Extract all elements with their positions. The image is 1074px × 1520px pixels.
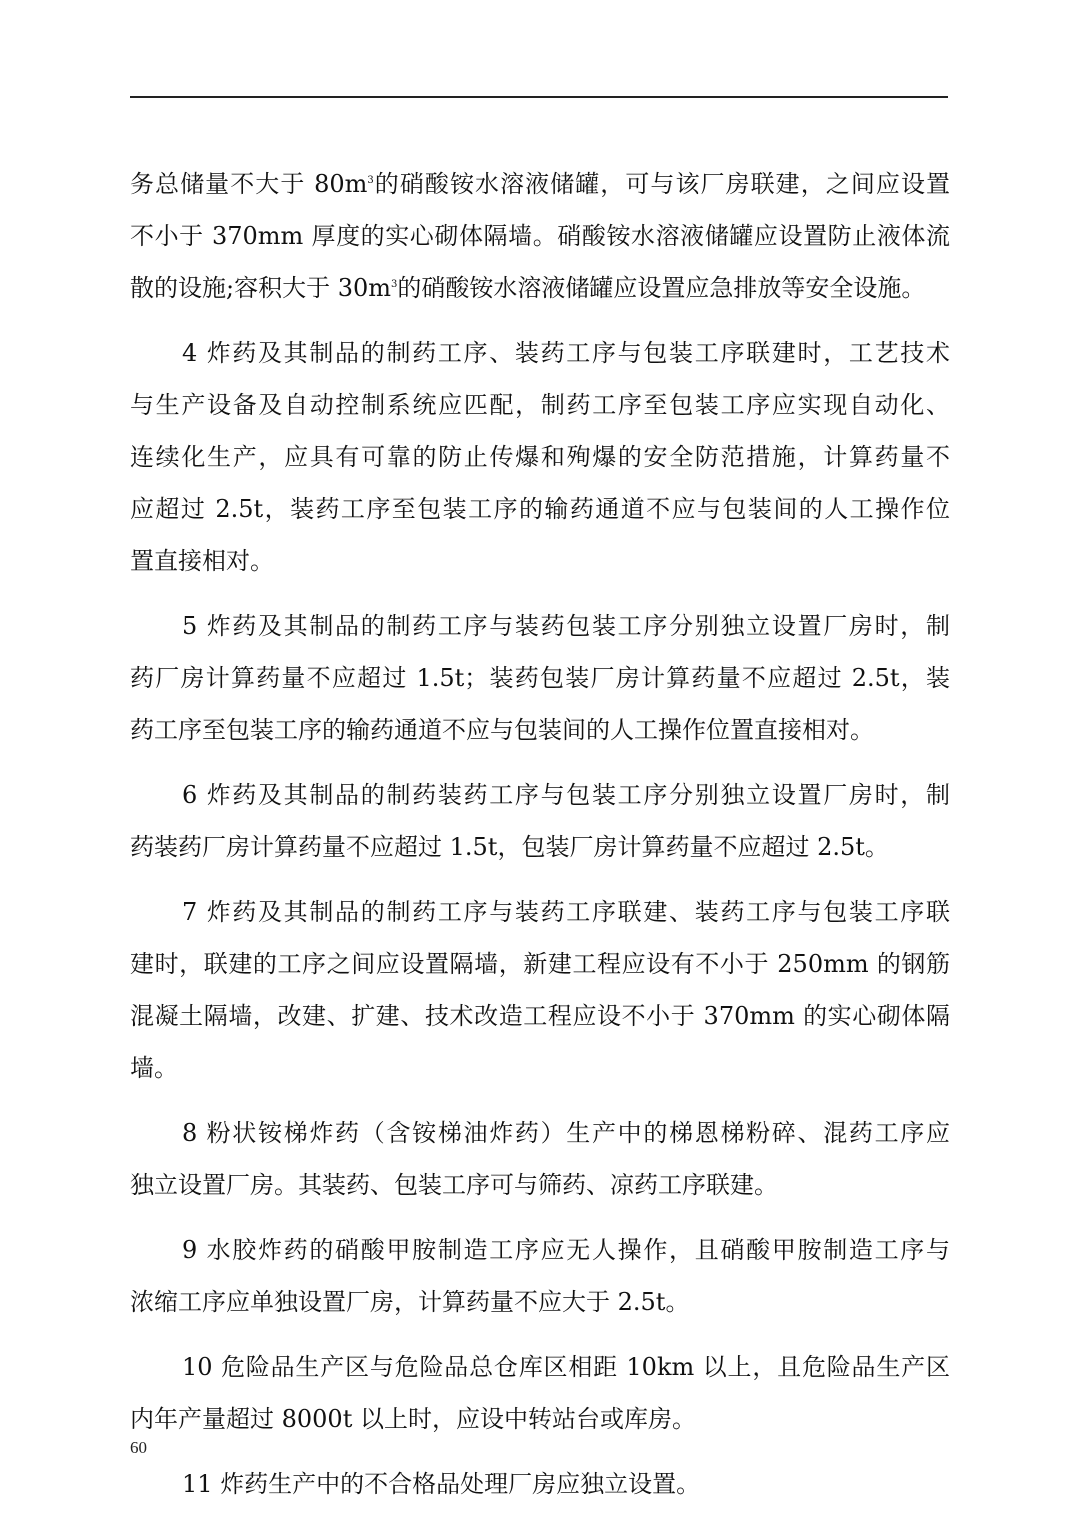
text-line: 置直接相对。 — [130, 547, 274, 575]
text-line: 药工序至包装工序的输药通道不应与包装间的人工操作位置直接相对。 — [130, 716, 874, 744]
clause-item-6 — [130, 769, 950, 873]
text-line: 9 水胶炸药的硝酸甲胺制造工序应无人操作，且硝酸甲胺制造工序与 — [182, 1236, 950, 1264]
text-line: 务总储量不大于 $80m^3$的硝酸铵水溶液储罐，可与该厂房联建，之间应设置 — [130, 170, 951, 198]
clause-item-8 — [130, 1107, 950, 1211]
clause-item-9 — [130, 1224, 950, 1328]
text-line: 10 危险品生产区与危险品总仓库区相距 10km 以上，且危险品生产区 — [182, 1353, 950, 1381]
clause-item-10 — [130, 1341, 950, 1445]
text-line: 11 炸药生产中的不合格品处理厂房应独立设置。 — [182, 1470, 701, 1498]
clause-item-4 — [130, 327, 950, 587]
text-line: 独立设置厂房。其装药、包装工序可与筛药、凉药工序联建。 — [130, 1171, 778, 1199]
text-line: 药装药厂房计算药量不应超过 1.5t，包装厂房计算药量不应超过 2.5t。 — [130, 833, 889, 861]
text-line: 应超过 2.5t，装药工序至包装工序的输药通道不应与包装间的人工操作位 — [130, 495, 950, 523]
clause-item-11 — [130, 1458, 950, 1510]
text-line: 与生产设备及自动控制系统应匹配，制药工序至包装工序应实现自动化、 — [130, 391, 950, 419]
text-line: 内年产量超过 8000t 以上时，应设中转站台或库房。 — [130, 1405, 696, 1433]
text-line: 浓缩工序应单独设置厂房，计算药量不应大于 2.5t。 — [130, 1288, 690, 1316]
page-number: 60 — [130, 1438, 147, 1457]
text-line: 药厂房计算药量不应超过 1.5t；装药包装厂房计算药量不应超过 2.5t，装 — [130, 664, 950, 692]
text-line: 墙。 — [130, 1054, 178, 1082]
superscript-cubic: 3 — [391, 279, 398, 290]
header-rule — [130, 96, 948, 98]
text-line: 混凝土隔墙，改建、扩建、技术改造工程应设不小于 370mm 的实心砌体隔 — [130, 1002, 950, 1030]
text-line: 散的设施;容积大于 $30m^3$的硝酸铵水溶液储罐应设置应急排放等安全设施。 — [130, 274, 926, 302]
clause-item-7 — [130, 886, 950, 1094]
text-line: 连续化生产，应具有可靠的防止传爆和殉爆的安全防范措施，计算药量不 — [130, 443, 950, 471]
text-line: 不小于 370mm 厚度的实心砌体隔墙。硝酸铵水溶液储罐应设置防止液体流 — [130, 222, 950, 250]
text-line: 7 炸药及其制品的制药工序与装药工序联建、装药工序与包装工序联 — [182, 898, 950, 926]
continuation-paragraph — [130, 158, 950, 314]
text-line: 4 炸药及其制品的制药工序、装药工序与包装工序联建时，工艺技术 — [182, 339, 950, 367]
text-line: 8 粉状铵梯炸药（含铵梯油炸药）生产中的梯恩梯粉碎、混药工序应 — [182, 1119, 950, 1147]
clause-item-5 — [130, 600, 950, 756]
text-line: 6 炸药及其制品的制药装药工序与包装工序分别独立设置厂房时，制 — [182, 781, 950, 809]
superscript-cubic: 3 — [367, 175, 374, 186]
text-line: 建时，联建的工序之间应设置隔墙，新建工程应设有不小于 250mm 的钢筋 — [130, 950, 950, 978]
text-line: 5 炸药及其制品的制药工序与装药包装工序分别独立设置厂房时，制 — [182, 612, 950, 640]
document-body — [130, 158, 950, 1510]
